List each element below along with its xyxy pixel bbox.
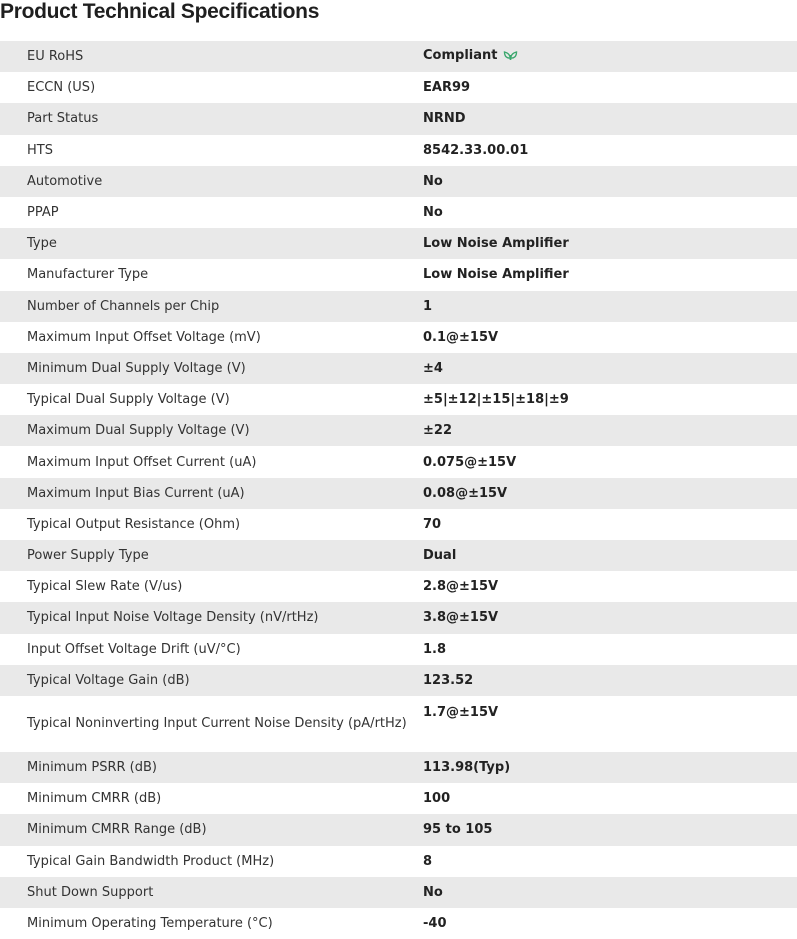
spec-value-text: Compliant <box>423 48 498 64</box>
spec-row-gain-bandwidth <box>0 846 797 877</box>
spec-row-hts <box>0 135 797 166</box>
spec-value: -40 <box>423 908 797 939</box>
spec-value: 1.7@±15V <box>423 696 797 752</box>
spec-value: 0.08@±15V <box>423 478 797 509</box>
spec-label: Shut Down Support <box>0 877 423 908</box>
spec-row-shut-down-support <box>0 877 797 908</box>
spec-row-part-status <box>0 103 797 134</box>
spec-value: 3.8@±15V <box>423 602 797 633</box>
spec-value: Low Noise Amplifier <box>423 259 797 290</box>
spec-row-min-operating-temp <box>0 908 797 939</box>
spec-label: Number of Channels per Chip <box>0 291 423 322</box>
spec-value: Low Noise Amplifier <box>423 228 797 259</box>
spec-table <box>0 41 797 939</box>
spec-row-manufacturer-type <box>0 259 797 290</box>
spec-label: Part Status <box>0 103 423 134</box>
spec-value: 123.52 <box>423 665 797 696</box>
spec-label: Maximum Input Bias Current (uA) <box>0 478 423 509</box>
spec-label: Typical Output Resistance (Ohm) <box>0 509 423 540</box>
spec-row-noise-voltage-density <box>0 602 797 633</box>
spec-row-channels <box>0 291 797 322</box>
spec-label: HTS <box>0 135 423 166</box>
spec-value: 95 to 105 <box>423 814 797 845</box>
spec-label: Typical Dual Supply Voltage (V) <box>0 384 423 415</box>
spec-label: EU RoHS <box>0 41 423 72</box>
spec-value: No <box>423 197 797 228</box>
spec-row-typ-dual-supply <box>0 384 797 415</box>
spec-value: 0.1@±15V <box>423 322 797 353</box>
spec-value: EAR99 <box>423 72 797 103</box>
spec-row-max-input-offset-voltage <box>0 322 797 353</box>
spec-row-power-supply-type <box>0 540 797 571</box>
spec-value: 0.075@±15V <box>423 446 797 477</box>
spec-row-min-cmrr <box>0 783 797 814</box>
spec-label: Minimum CMRR Range (dB) <box>0 814 423 845</box>
spec-row-offset-voltage-drift <box>0 634 797 665</box>
spec-row-current-noise-density <box>0 696 797 752</box>
spec-label: Typical Voltage Gain (dB) <box>0 665 423 696</box>
spec-label: Maximum Input Offset Voltage (mV) <box>0 322 423 353</box>
spec-label: Input Offset Voltage Drift (uV/°C) <box>0 634 423 665</box>
spec-label: Typical Slew Rate (V/us) <box>0 571 423 602</box>
spec-label: Maximum Dual Supply Voltage (V) <box>0 415 423 446</box>
spec-label: Typical Noninverting Input Current Noise Density (pA/rtHz) <box>0 696 423 752</box>
spec-value: ±4 <box>423 353 797 384</box>
spec-row-eu-rohs <box>0 41 797 72</box>
spec-row-type <box>0 228 797 259</box>
spec-row-voltage-gain <box>0 665 797 696</box>
spec-row-max-input-offset-current <box>0 446 797 477</box>
spec-label: Minimum Dual Supply Voltage (V) <box>0 353 423 384</box>
spec-value: 1 <box>423 291 797 322</box>
spec-row-max-dual-supply <box>0 415 797 446</box>
spec-row-min-dual-supply <box>0 353 797 384</box>
spec-value: No <box>423 877 797 908</box>
spec-value <box>423 41 797 72</box>
spec-row-slew-rate <box>0 571 797 602</box>
spec-value: NRND <box>423 103 797 134</box>
spec-row-max-input-bias-current <box>0 478 797 509</box>
spec-row-automotive <box>0 166 797 197</box>
spec-label: ECCN (US) <box>0 72 423 103</box>
spec-row-eccn <box>0 72 797 103</box>
page-title: Product Technical Specifications <box>0 0 320 23</box>
spec-value: 113.98(Typ) <box>423 752 797 783</box>
spec-row-min-psrr <box>0 752 797 783</box>
spec-value: 8 <box>423 846 797 877</box>
spec-value: 1.8 <box>423 634 797 665</box>
spec-label: Maximum Input Offset Current (uA) <box>0 446 423 477</box>
leaf-icon <box>503 48 518 65</box>
spec-value: No <box>423 166 797 197</box>
spec-value: 70 <box>423 509 797 540</box>
spec-row-ppap <box>0 197 797 228</box>
spec-value: 2.8@±15V <box>423 571 797 602</box>
spec-value: ±5|±12|±15|±18|±9 <box>423 384 797 415</box>
spec-row-min-cmrr-range <box>0 814 797 845</box>
spec-label: Manufacturer Type <box>0 259 423 290</box>
spec-value: Dual <box>423 540 797 571</box>
spec-label: Minimum CMRR (dB) <box>0 783 423 814</box>
spec-label: PPAP <box>0 197 423 228</box>
spec-label: Power Supply Type <box>0 540 423 571</box>
spec-value: 100 <box>423 783 797 814</box>
spec-label: Typical Input Noise Voltage Density (nV/rtHz) <box>0 602 423 633</box>
spec-label: Minimum PSRR (dB) <box>0 752 423 783</box>
spec-label: Typical Gain Bandwidth Product (MHz) <box>0 846 423 877</box>
spec-row-output-resistance <box>0 509 797 540</box>
spec-label: Minimum Operating Temperature (°C) <box>0 908 423 939</box>
spec-label: Type <box>0 228 423 259</box>
spec-value: ±22 <box>423 415 797 446</box>
spec-label: Automotive <box>0 166 423 197</box>
spec-value: 8542.33.00.01 <box>423 135 797 166</box>
